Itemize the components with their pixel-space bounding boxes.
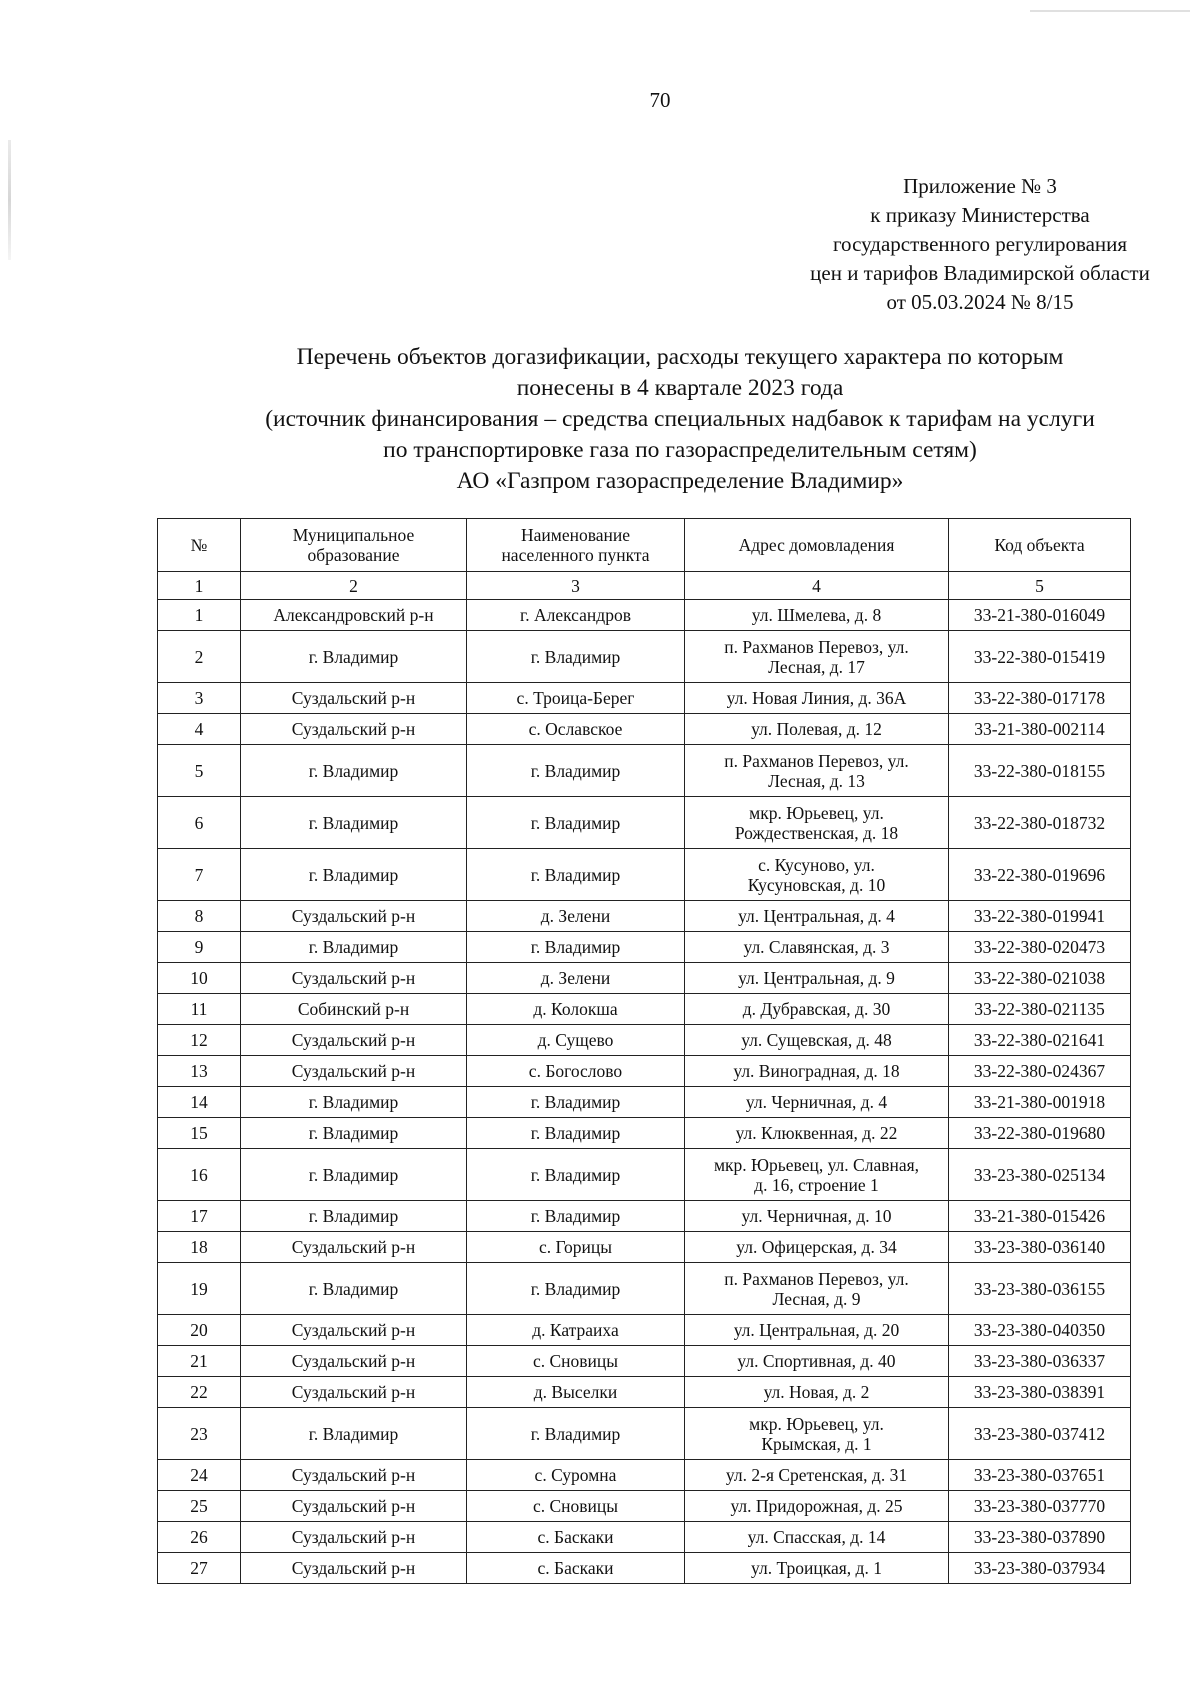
cell-municipality: г. Владимир [241,745,467,797]
table-row [158,1553,1131,1584]
cell-no: 21 [158,1346,241,1377]
cell-code: 33-22-380-019941 [949,901,1131,932]
cell-municipality: г. Владимир [241,1118,467,1149]
table-header-row [158,519,1131,572]
cell-settlement: г. Владимир [467,1087,685,1118]
cell-municipality: Суздальский р-н [241,1491,467,1522]
cell-address [685,1087,949,1118]
cell-no: 8 [158,901,241,932]
cell-settlement: д. Сущево [467,1025,685,1056]
table-body [158,600,1131,1584]
cell-address [685,797,949,849]
title-line: по транспортировке газа по газораспределительным сетям) [383,437,977,463]
cell-no: 25 [158,1491,241,1522]
table-row [158,901,1131,932]
address-line: Крымская, д. 1 [761,1433,872,1454]
cell-municipality: Суздальский р-н [241,1056,467,1087]
cell-address [685,1201,949,1232]
cell-settlement: с. Баскаки [467,1522,685,1553]
cell-no: 10 [158,963,241,994]
address-line: Лесная, д. 17 [768,656,865,677]
cell-code: 33-22-380-015419 [949,631,1131,683]
address-line: с. Кусуново, ул. [758,854,875,875]
table-row [158,994,1131,1025]
document-title [150,342,1200,497]
cell-municipality: Суздальский р-н [241,683,467,714]
cell-settlement: с. Суромна [467,1460,685,1491]
table-row [158,600,1131,631]
address-line: д. 16, строение 1 [754,1174,879,1195]
cell-address [685,849,949,901]
scan-edge-mark [8,140,11,260]
address-line: ул. Виноградная, д. 18 [733,1061,900,1081]
column-number: 3 [467,572,685,600]
cell-address [685,1377,949,1408]
cell-municipality: г. Владимир [241,849,467,901]
cell-settlement: с. Богослово [467,1056,685,1087]
cell-no: 1 [158,600,241,631]
table-row [158,683,1131,714]
cell-municipality: г. Владимир [241,1201,467,1232]
cell-settlement: д. Зелени [467,901,685,932]
cell-address [685,963,949,994]
address-line: ул. Центральная, д. 4 [738,906,895,926]
address-line: д. Дубравская, д. 30 [742,999,891,1019]
cell-municipality: г. Владимир [241,797,467,849]
cell-municipality: г. Владимир [241,631,467,683]
column-number: 5 [949,572,1131,600]
cell-address [685,683,949,714]
cell-municipality: Суздальский р-н [241,714,467,745]
cell-address [685,994,949,1025]
cell-municipality: Суздальский р-н [241,963,467,994]
cell-code: 33-22-380-018732 [949,797,1131,849]
cell-no: 13 [158,1056,241,1087]
table-row [158,1346,1131,1377]
table-row [158,932,1131,963]
cell-address [685,901,949,932]
cell-code: 33-23-380-038391 [949,1377,1131,1408]
cell-no: 9 [158,932,241,963]
appendix-line: Приложение № 3 [903,174,1057,198]
table-row [158,1315,1131,1346]
cell-address [685,631,949,683]
cell-no: 26 [158,1522,241,1553]
cell-municipality: Суздальский р-н [241,1315,467,1346]
cell-no: 23 [158,1408,241,1460]
appendix-line: цен и тарифов Владимирской области [810,261,1150,285]
cell-code: 33-23-380-037934 [949,1553,1131,1584]
cell-settlement: с. Баскаки [467,1553,685,1584]
table-row [158,797,1131,849]
cell-settlement: д. Катраиха [467,1315,685,1346]
address-line: мкр. Юрьевец, ул. [749,1413,884,1434]
cell-address [685,1491,949,1522]
address-line: Рождественская, д. 18 [734,822,899,843]
address-line: ул. Новая, д. 2 [763,1382,870,1402]
table-row [158,1522,1131,1553]
scan-top-line [1030,10,1190,12]
cell-address [685,600,949,631]
cell-address [685,1408,949,1460]
address-line: ул. Спортивная, д. 40 [737,1351,896,1371]
cell-municipality: г. Владимир [241,1087,467,1118]
cell-settlement: г. Владимир [467,631,685,683]
table-row [158,1056,1131,1087]
title-line: (источник финансирования – средства специальных надбавок к тарифам на услуги [265,406,1095,432]
cell-no: 22 [158,1377,241,1408]
cell-code: 33-23-380-036155 [949,1263,1131,1315]
cell-code: 33-23-380-037890 [949,1522,1131,1553]
address-line: ул. Черничная, д. 10 [741,1206,892,1226]
cell-no: 12 [158,1025,241,1056]
header-settlement-line2: населенного пункта [501,545,650,565]
cell-no: 14 [158,1087,241,1118]
header-settlement-line1: Наименование [520,525,631,545]
table-row [158,1377,1131,1408]
cell-no: 4 [158,714,241,745]
header-municipality-line1: Муниципальное [292,525,415,545]
cell-address [685,1522,949,1553]
cell-code: 33-21-380-001918 [949,1087,1131,1118]
cell-municipality: Александровский р-н [241,600,467,631]
cell-no: 5 [158,745,241,797]
address-line: Кусуновская, д. 10 [747,874,886,895]
address-line: п. Рахманов Перевоз, ул. [724,636,909,657]
table-row [158,1460,1131,1491]
cell-settlement: с. Троица-Берег [467,683,685,714]
cell-code: 33-22-380-021641 [949,1025,1131,1056]
cell-code: 33-23-380-037651 [949,1460,1131,1491]
cell-settlement: г. Владимир [467,1201,685,1232]
header-settlement [467,519,685,572]
table-row [158,1149,1131,1201]
header-municipality-line2: образование [307,545,400,565]
header-address: Адрес домовладения [685,519,949,572]
cell-address [685,1315,949,1346]
appendix-block [700,172,1200,317]
cell-address [685,1025,949,1056]
objects-table [157,518,1131,1584]
cell-settlement: г. Владимир [467,797,685,849]
cell-code: 33-21-380-002114 [949,714,1131,745]
cell-no: 18 [158,1232,241,1263]
table-row [158,1263,1131,1315]
address-line: ул. Спасская, д. 14 [747,1527,886,1547]
cell-no: 15 [158,1118,241,1149]
address-line: ул. Центральная, д. 9 [738,968,895,988]
address-line: ул. Сущевская, д. 48 [741,1030,892,1050]
cell-settlement: с. Горицы [467,1232,685,1263]
cell-settlement: г. Владимир [467,849,685,901]
address-line: ул. Троицкая, д. 1 [751,1558,882,1578]
cell-code: 33-22-380-020473 [949,932,1131,963]
address-line: ул. Славянская, д. 3 [743,937,890,957]
cell-no: 2 [158,631,241,683]
cell-no: 7 [158,849,241,901]
cell-code: 33-23-380-037770 [949,1491,1131,1522]
address-line: ул. 2-я Сретенская, д. 31 [725,1465,908,1485]
cell-code: 33-23-380-025134 [949,1149,1131,1201]
cell-no: 19 [158,1263,241,1315]
cell-municipality: г. Владимир [241,1149,467,1201]
cell-no: 24 [158,1460,241,1491]
column-number: 1 [158,572,241,600]
appendix-line: государственного регулирования [832,232,1128,256]
title-line: понесены в 4 квартале 2023 года [516,375,844,401]
cell-address [685,1263,949,1315]
cell-settlement: г. Владимир [467,1263,685,1315]
cell-code: 33-23-380-036140 [949,1232,1131,1263]
cell-no: 16 [158,1149,241,1201]
cell-settlement: с. Сновицы [467,1346,685,1377]
cell-municipality: Суздальский р-н [241,1460,467,1491]
header-municipality [241,519,467,572]
cell-address [685,1460,949,1491]
cell-settlement: г. Владимир [467,932,685,963]
title-line: Перечень объектов догазификации, расходы текущего характера по которым [296,344,1064,370]
address-line: мкр. Юрьевец, ул. [749,802,884,823]
cell-no: 6 [158,797,241,849]
table-row [158,963,1131,994]
cell-address [685,1553,949,1584]
cell-code: 33-23-380-036337 [949,1346,1131,1377]
cell-settlement: с. Ославское [467,714,685,745]
table-row [158,849,1131,901]
address-line: ул. Клюквенная, д. 22 [735,1123,898,1143]
appendix-line: от 05.03.2024 № 8/15 [886,290,1074,314]
cell-code: 33-22-380-018155 [949,745,1131,797]
cell-settlement: д. Зелени [467,963,685,994]
header-code: Код объекта [949,519,1131,572]
address-line: ул. Офицерская, д. 34 [736,1237,897,1257]
cell-code: 33-22-380-021038 [949,963,1131,994]
cell-code: 33-22-380-024367 [949,1056,1131,1087]
cell-address [685,1118,949,1149]
cell-settlement: г. Владимир [467,1118,685,1149]
table-row [158,1087,1131,1118]
column-number: 4 [685,572,949,600]
table-row [158,1201,1131,1232]
cell-settlement: г. Владимир [467,745,685,797]
cell-municipality: Суздальский р-н [241,901,467,932]
table-row [158,631,1131,683]
cell-code: 33-23-380-037412 [949,1408,1131,1460]
table-row [158,1118,1131,1149]
cell-code: 33-21-380-016049 [949,600,1131,631]
table-row [158,714,1131,745]
cell-address [685,714,949,745]
table-row [158,1408,1131,1460]
cell-code: 33-21-380-015426 [949,1201,1131,1232]
column-numbers-row [158,572,1131,600]
cell-address [685,1232,949,1263]
cell-address [685,932,949,963]
cell-address [685,745,949,797]
cell-settlement: г. Владимир [467,1149,685,1201]
cell-code: 33-22-380-017178 [949,683,1131,714]
cell-municipality: Суздальский р-н [241,1025,467,1056]
address-line: ул. Полевая, д. 12 [751,719,882,739]
cell-address [685,1149,949,1201]
address-line: Лесная, д. 13 [768,770,865,791]
cell-code: 33-22-380-021135 [949,994,1131,1025]
table-row [158,1232,1131,1263]
cell-settlement: д. Колокша [467,994,685,1025]
address-line: п. Рахманов Перевоз, ул. [724,750,909,771]
cell-address [685,1346,949,1377]
address-line: ул. Центральная, д. 20 [733,1320,900,1340]
cell-municipality: г. Владимир [241,1263,467,1315]
column-number: 2 [241,572,467,600]
cell-municipality: Суздальский р-н [241,1346,467,1377]
address-line: мкр. Юрьевец, ул. Славная, [713,1154,920,1175]
cell-municipality: г. Владимир [241,932,467,963]
cell-municipality: Суздальский р-н [241,1377,467,1408]
cell-settlement: с. Сновицы [467,1491,685,1522]
title-line: АО «Газпром газораспределение Владимир» [456,468,904,494]
cell-municipality: Суздальский р-н [241,1232,467,1263]
cell-code: 33-22-380-019680 [949,1118,1131,1149]
cell-municipality: Суздальский р-н [241,1553,467,1584]
cell-address [685,1056,949,1087]
table-row [158,745,1131,797]
address-line: ул. Черничная, д. 4 [745,1092,888,1112]
cell-settlement: г. Александров [467,600,685,631]
table-row [158,1025,1131,1056]
table-row [158,1491,1131,1522]
cell-code: 33-22-380-019696 [949,849,1131,901]
address-line: Лесная, д. 9 [772,1288,861,1309]
cell-municipality: Собинский р-н [241,994,467,1025]
cell-settlement: д. Выселки [467,1377,685,1408]
cell-no: 11 [158,994,241,1025]
header-no: № [158,519,241,572]
cell-code: 33-23-380-040350 [949,1315,1131,1346]
cell-no: 17 [158,1201,241,1232]
cell-municipality: Суздальский р-н [241,1522,467,1553]
cell-no: 3 [158,683,241,714]
appendix-line: к приказу Министерства [870,203,1090,227]
cell-no: 27 [158,1553,241,1584]
address-line: ул. Придорожная, д. 25 [730,1496,903,1516]
address-line: п. Рахманов Перевоз, ул. [724,1268,909,1289]
cell-no: 20 [158,1315,241,1346]
page-number: 70 [649,88,671,112]
cell-settlement: г. Владимир [467,1408,685,1460]
cell-municipality: г. Владимир [241,1408,467,1460]
address-line: ул. Шмелева, д. 8 [751,605,882,625]
address-line: ул. Новая Линия, д. 36А [726,688,907,708]
